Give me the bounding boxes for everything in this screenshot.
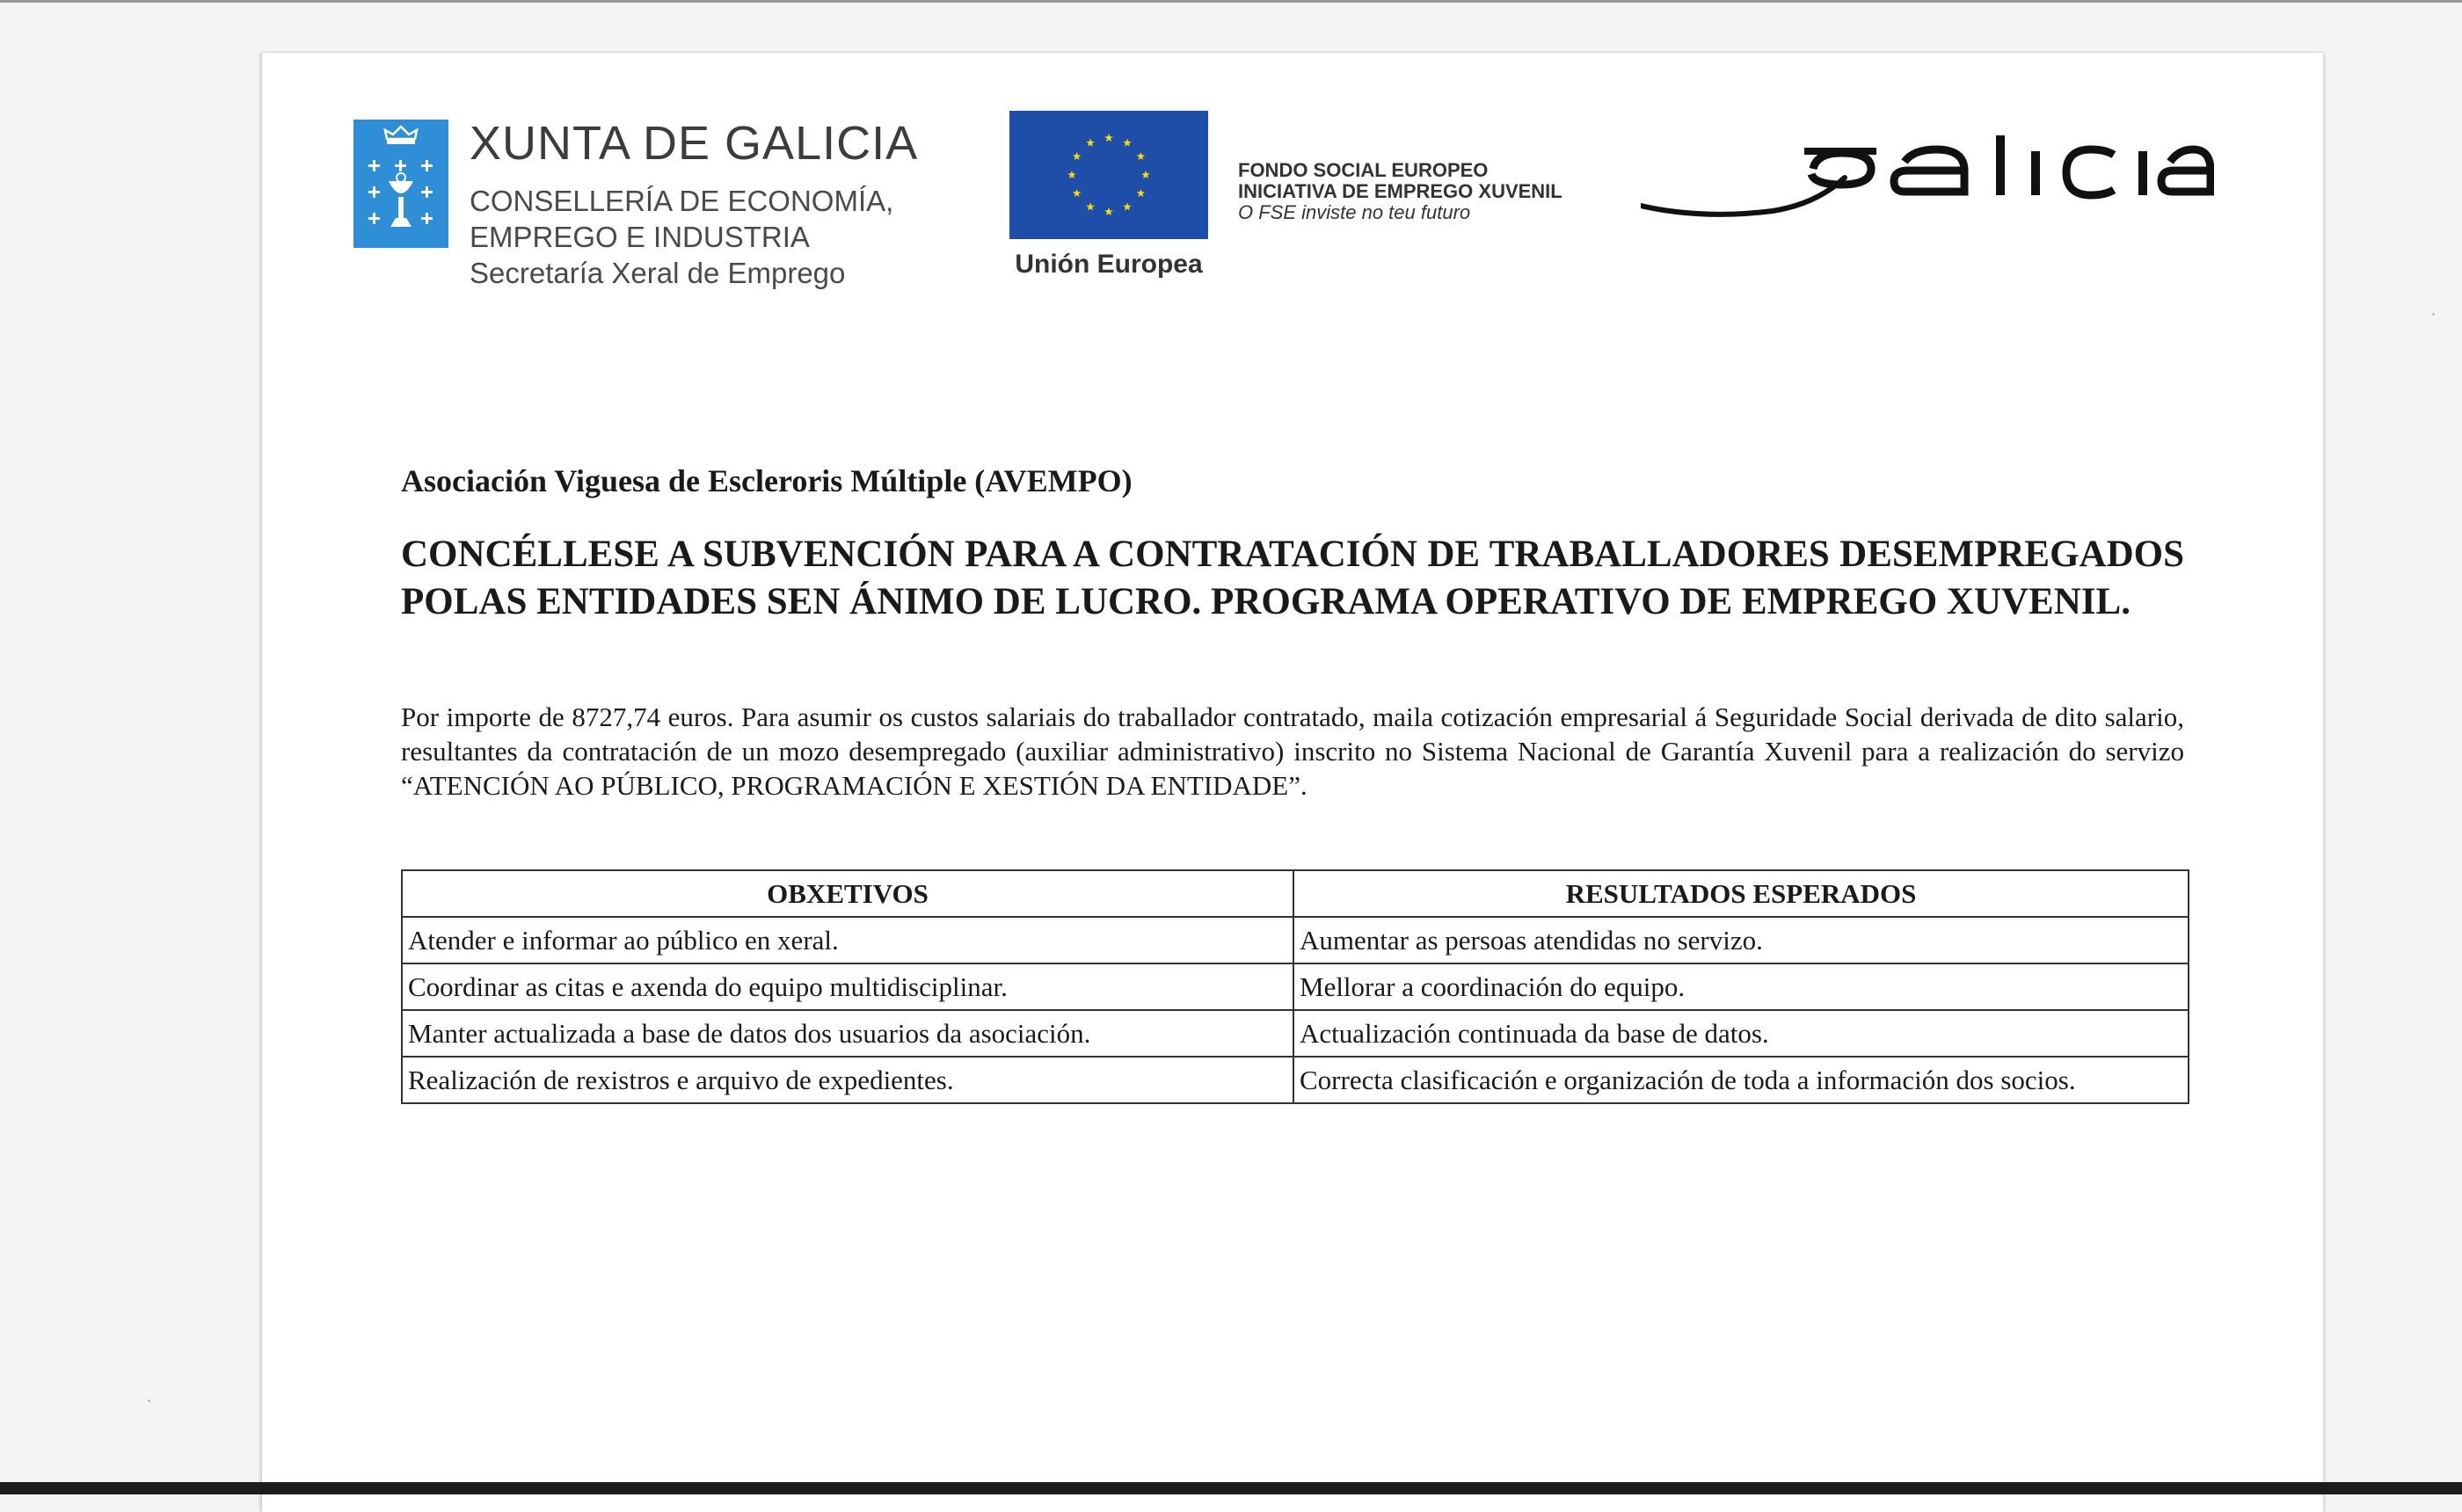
fse-block (1238, 160, 1562, 223)
table-row (402, 917, 2189, 963)
xunta-department (470, 183, 893, 291)
table-header-row (402, 870, 2189, 917)
xunta-department-line: EMPREGO E INDUSTRIA (470, 221, 810, 253)
eu-star-icon (1067, 171, 1076, 178)
column-header-objectives: OBXETIVOS (402, 870, 1293, 917)
xunta-name: XUNTA DE GALICIA (470, 117, 919, 170)
objectives-table (401, 869, 2189, 1104)
objective-cell: Coordinar as citas e axenda do equipo multidisciplinar. (402, 963, 1293, 1010)
table-row (402, 1010, 2189, 1057)
eu-star-icon (1073, 152, 1082, 160)
eu-flag-icon (1009, 111, 1208, 239)
xunta-department-line: CONSELLERÍA DE ECONOMÍA, (470, 185, 894, 217)
result-cell: Aumentar as persoas atendidas no servizo. (1293, 917, 2189, 963)
result-cell: Mellorar a coordinación do equipo. (1293, 963, 2189, 1010)
eu-caption: Unión Europea (1015, 250, 1203, 279)
document-headline: CONCÉLLESE A SUBVENCIÓN PARA A CONTRATACIÓN DE TRABALLADORES DESEMPREGADOS POLAS ENTIDADES SEN ÁNIMO DE LUCRO. PROGRAMA OPERATIVO DE EMPREGO XUVENIL. (401, 534, 2184, 622)
scan-speck (2432, 313, 2435, 316)
result-cell: Actualización continuada da base de datos. (1293, 1010, 2189, 1057)
eu-star-icon (1104, 134, 1113, 142)
eu-star-icon (1123, 139, 1132, 147)
eu-star-icon (1086, 139, 1095, 147)
grant-amount-paragraph: Por importe de 8727,74 euros. Para asumir os custos salariais do traballador contratado, maila cotización empresarial á Seguridade Social derivada de dito salario, resultantes da contratación de un mozo desempregado (auxiliar administrativo) inscrito no Sistema Nacional de Garantía Xuvenil para a realización do servizo “ATENCIÓN AO PÚBLICO, PROGRAMACIÓN E XESTIÓN DA ENTIDADE”. (401, 701, 2184, 801)
xunta-emblem-icon (353, 120, 448, 248)
objective-cell: Atender e informar ao público en xeral. (402, 917, 1293, 963)
xunta-department-line: Secretaría Xeral de Emprego (470, 257, 846, 289)
fse-line: INICIATIVA DE EMPREGO XUVENIL (1238, 180, 1562, 202)
objective-cell: Manter actualizada a base de datos dos usuarios da asociación. (402, 1010, 1293, 1057)
eu-star-icon (1137, 189, 1146, 197)
result-cell: Correcta clasificación e organización de toda a información dos socios. (1293, 1057, 2189, 1103)
scan-bottom-edge (0, 1482, 2462, 1494)
fse-slogan: O FSE inviste no teu futuro (1238, 201, 1471, 223)
table-row (402, 1057, 2189, 1103)
objective-cell: Realización de rexistros e arquivo de expedientes. (402, 1057, 1293, 1103)
eu-star-icon (1104, 207, 1113, 215)
eu-star-icon (1123, 202, 1132, 210)
eu-star-icon (1073, 189, 1082, 197)
eu-star-icon (1141, 171, 1150, 178)
galicia-logo (1641, 132, 2214, 229)
scan-speck (148, 1399, 150, 1402)
table-row (402, 963, 2189, 1010)
entity-name: Asociación Viguesa de Escleroris Múltiple (AVEMPO) (401, 463, 1133, 498)
column-header-results: RESULTADOS ESPERADOS (1293, 870, 2189, 917)
eu-star-icon (1137, 152, 1146, 160)
scan-top-edge (0, 0, 2462, 3)
fse-line: FONDO SOCIAL EUROPEO (1238, 159, 1489, 181)
eu-star-icon (1086, 202, 1095, 210)
